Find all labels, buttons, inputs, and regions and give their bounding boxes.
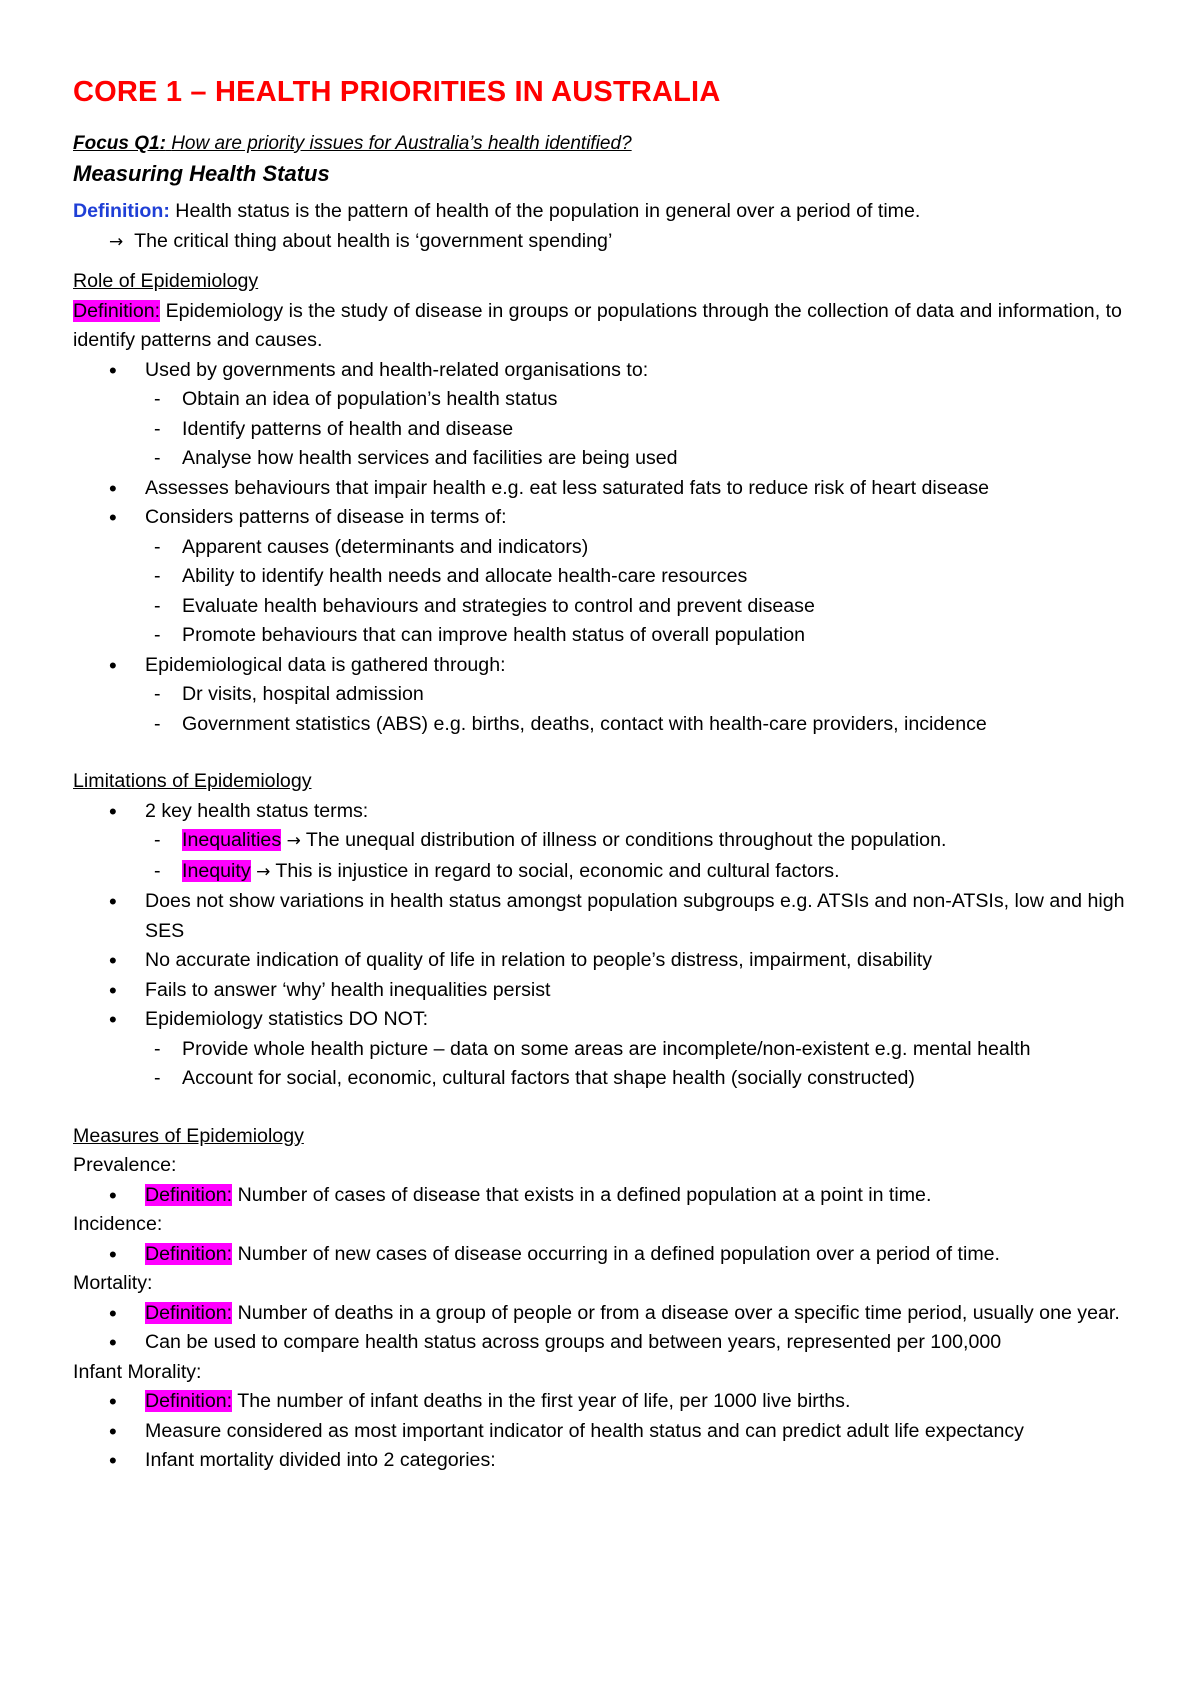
list-item-text: 2 key health status terms: [145, 799, 369, 822]
sub-list-item: - Promote behaviours that can improve health status of overall population [73, 621, 1143, 651]
list-item [73, 976, 1143, 1006]
list-item-text: Infant mortality divided into 2 categories: [145, 1449, 496, 1471]
list-item-text: Fails to answer ‘why’ health inequalities persist [145, 978, 551, 1001]
prevalence-bullets [73, 1181, 1143, 1211]
sub-list-item: - Government statistics (ABS) e.g. births, deaths, contact with health-care providers, incidence [73, 710, 1143, 740]
list-item [73, 1005, 1143, 1094]
sub-list-item [73, 857, 1143, 888]
arrow-icon: → [286, 831, 301, 851]
definition-text: Health status is the pattern of health of the population in general over a period of time. [169, 200, 921, 222]
definition-text: The number of infant deaths in the first year of life, per 1000 live births. [232, 1390, 851, 1412]
list-item-text: Epidemiological data is gathered through: [145, 653, 506, 676]
list-item [73, 503, 1143, 651]
definition-text: Number of new cases of disease occurring in a defined population over a period of time. [232, 1242, 1000, 1265]
measure-label-infant: Infant Morality: [73, 1360, 202, 1383]
definition-text: Number of cases of disease that exists in a defined population at a point in time. [232, 1183, 932, 1206]
measure-label-prevalence: Prevalence: [73, 1154, 177, 1176]
incidence-bullets [73, 1240, 1143, 1270]
sub-list-item [73, 826, 1143, 857]
definition-label: Definition: [145, 1390, 233, 1412]
list-item [73, 1240, 1143, 1270]
measure-label-mortality: Mortality: [73, 1272, 153, 1294]
section-heading-measuring: Measuring Health Status [73, 161, 330, 186]
sub-list-item: - Obtain an idea of population’s health status [73, 385, 1143, 415]
list-item-text: Assesses behaviours that impair health e.g. eat less saturated fats to reduce risk of heart disease [145, 476, 990, 499]
list-item [73, 1328, 1143, 1358]
sub-list-item: - Identify patterns of health and disease [73, 415, 1143, 445]
definition-label: Definition: [73, 299, 161, 322]
list-item [73, 797, 1143, 888]
sub-list [73, 1035, 1143, 1094]
list-item-text: Epidemiology statistics DO NOT: [145, 1008, 429, 1030]
list-item [73, 946, 1143, 976]
focus-label: Focus Q1: [73, 133, 166, 154]
arrow-note-text: The critical thing about health is ‘government spending’ [134, 229, 613, 252]
term-text: This is injustice in regard to social, economic and cultural factors. [270, 859, 840, 882]
page-title: CORE 1 – HEALTH PRIORITIES IN AUSTRALIA [73, 76, 721, 108]
list-item [73, 1446, 1143, 1476]
focus-question-text: How are priority issues for Australia’s health identified? [171, 133, 632, 154]
list-item-text: Does not show variations in health status amongst population subgroups e.g. ATSIs and non-ATSIs, low and high SES [145, 890, 1125, 942]
arrow-icon: → [256, 861, 271, 882]
list-item-text: Can be used to compare health status across groups and between years, represented per 100,000 [145, 1331, 1002, 1353]
term-label: Inequity [182, 859, 251, 882]
list-item [73, 1387, 1143, 1417]
definition-label: Definition: [145, 1183, 233, 1206]
definition-label: Definition: [73, 200, 170, 222]
section-heading-limitations: Limitations of Epidemiology [73, 770, 312, 792]
section-heading-role: Role of Epidemiology [73, 270, 259, 292]
sub-list [73, 533, 1143, 651]
list-item [73, 1181, 1143, 1211]
arrow-icon: → [109, 231, 124, 252]
list-item-text: Considers patterns of disease in terms of: [145, 506, 507, 528]
definition-text: Epidemiology is the study of disease in groups or populations through the collection of data and information, to identify patterns and causes. [73, 299, 1122, 351]
list-item-text: No accurate indication of quality of life in relation to people’s distress, impairment, disability [145, 949, 933, 971]
limitations-bullets [73, 797, 1143, 1094]
infant-bullets [73, 1387, 1143, 1476]
health-status-definition [73, 197, 1143, 227]
list-item [73, 1299, 1143, 1329]
document-page [73, 76, 1143, 1476]
list-item [73, 887, 1143, 946]
focus-question [73, 133, 1143, 155]
sub-list-item: - Account for social, economic, cultural factors that shape health (socially constructed) [73, 1064, 1143, 1094]
sub-list [73, 385, 1143, 474]
sub-list [73, 680, 1143, 739]
sub-list-item: - Evaluate health behaviours and strategies to control and prevent disease [73, 592, 1143, 622]
list-item [73, 474, 1143, 504]
definition-label: Definition: [145, 1301, 233, 1324]
list-item-text: Measure considered as most important indicator of health status and can predict adult life expectancy [145, 1419, 1024, 1442]
definition-label: Definition: [145, 1242, 233, 1265]
sub-list-item: - Analyse how health services and facilities are being used [73, 444, 1143, 474]
list-item [73, 1417, 1143, 1447]
term-text: The unequal distribution of illness or conditions throughout the population. [300, 829, 947, 851]
list-item [73, 356, 1143, 474]
mortality-bullets [73, 1299, 1143, 1358]
sub-list-item: - Dr visits, hospital admission [73, 680, 1143, 710]
role-bullets [73, 356, 1143, 740]
term-label: Inequalities [182, 829, 282, 851]
list-item [73, 651, 1143, 740]
sub-list-item: - Provide whole health picture – data on some areas are incomplete/non-existent e.g. mental health [73, 1035, 1143, 1065]
measure-label-incidence: Incidence: [73, 1213, 163, 1235]
section-heading-measures: Measures of Epidemiology [73, 1124, 304, 1147]
epidemiology-definition [73, 297, 1143, 356]
arrow-note [73, 227, 1143, 258]
sub-list-item: - Apparent causes (determinants and indicators) [73, 533, 1143, 563]
sub-list [73, 826, 1143, 887]
sub-list-item: - Ability to identify health needs and allocate health-care resources [73, 562, 1143, 592]
definition-text: Number of deaths in a group of people or from a disease over a specific time period, usually one year. [232, 1301, 1120, 1324]
list-item-text: Used by governments and health-related organisations to: [145, 358, 649, 381]
